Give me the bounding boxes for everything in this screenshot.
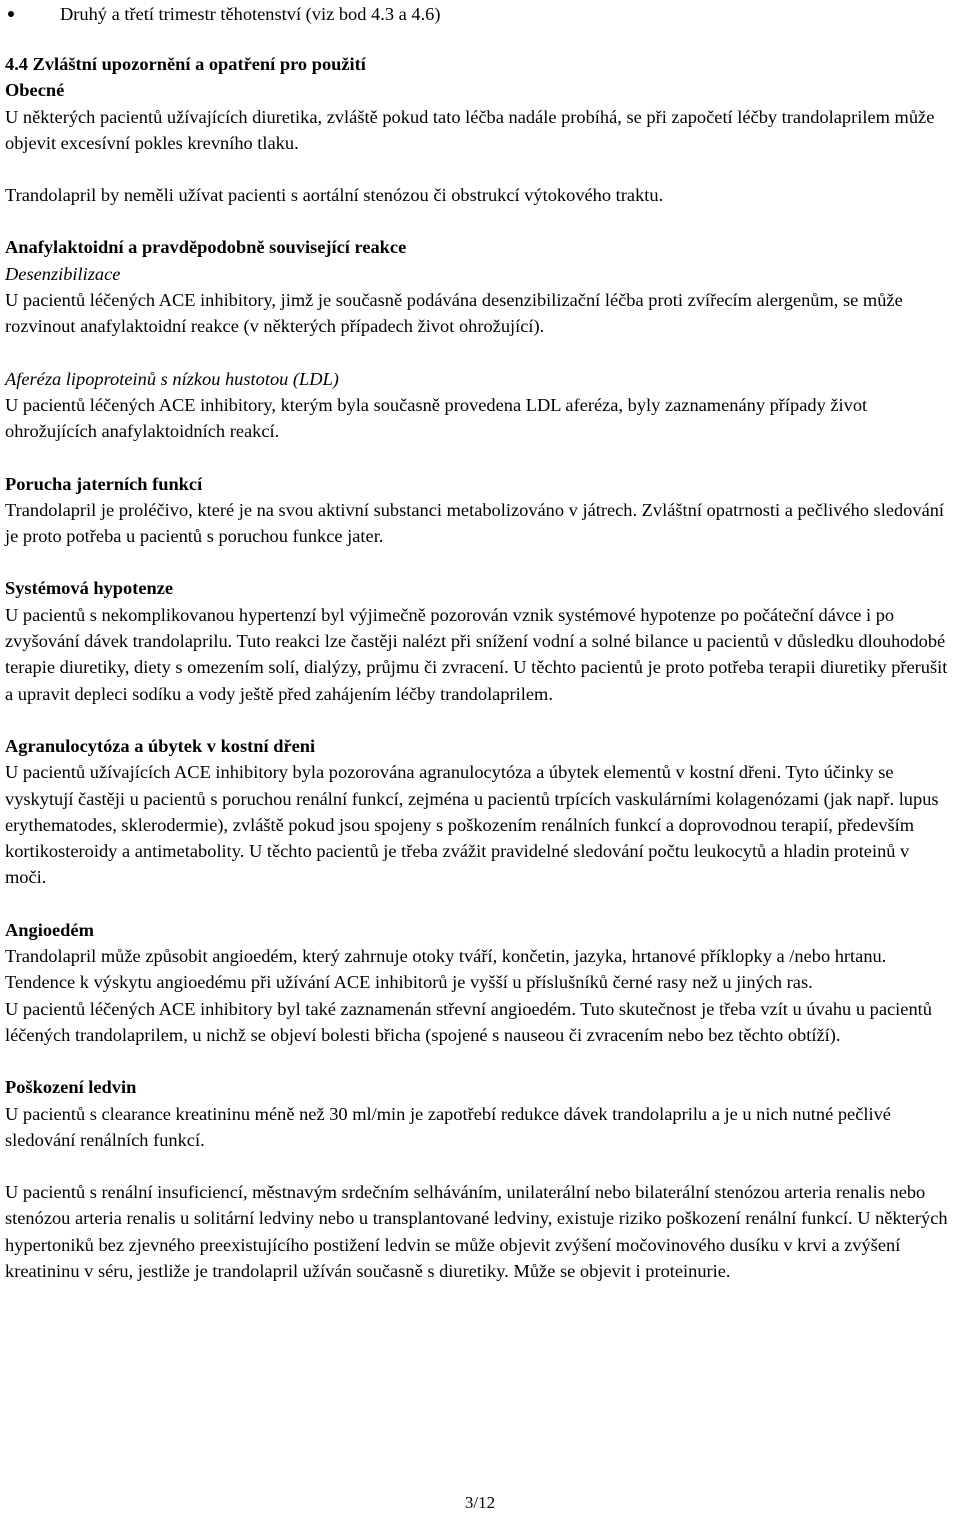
agranulocytosis-paragraph: U pacientů užívajících ACE inhibitory byla pozorována agranulocytóza a úbytek elementů v kostní dřeni. Tyto účinky se vyskytují častěji u pacientů s poruchou renální funkcí, zejména u pacientů trpících vaskulárními kolagenózami (jak např. lupus erythematodes, sklerodermie), zvláště pokud jsou spojeny s poškozením renálních funkcí a doprovodnou terapií, především kortikosteroidy a antimetabolity. U těchto pacientů je třeba zvážit pravidelné sledování počtu leukocytů a hladin proteinů v moči. xyxy=(5,762,939,888)
angioedema-paragraph-3: U pacientů léčených ACE inhibitory byl také zaznamenán střevní angioedém. Tuto skutečnost je třeba vzít u úvahu u pacientů léčených trandolaprilem, u nichž se objeví bolesti břicha (spojené s nauseou či zvracením nebo bez těchto obtíží). xyxy=(5,998,932,1045)
desensitization-subtitle: Desenzibilizace xyxy=(5,263,121,284)
angioedema-title: Angioedém xyxy=(5,919,94,940)
general-paragraph-2: Trandolapril by neměli užívat pacienti s aortální stenózou či obstrukcí výtokového traktu. xyxy=(5,185,664,206)
general-paragraph-1: U některých pacientů užívajících diuretika, zvláště pokud tato léčba nadále probíhá, se při započetí léčby trandolaprilem může objevit excesívní pokles krevního tlaku. xyxy=(5,106,935,153)
document-page xyxy=(5,0,955,1284)
ldl-apheresis-subtitle: Aferéza lipoproteinů s nízkou hustotou (LDL) xyxy=(5,368,339,389)
subsection-general-title: Obecné xyxy=(5,80,65,101)
bullet-dot-icon xyxy=(8,11,14,17)
bullet-text: Druhý a třetí trimestr těhotenství (viz bod 4.3 a 4.6) xyxy=(60,4,441,24)
renal-impairment-paragraph-1: U pacientů s clearance kreatininu méně než 30 ml/min je zapotřebí redukce dávek trandolaprilu a je u nich nutné pečlivé sledování renálních funkcí. xyxy=(5,1103,891,1150)
angioedema-paragraph-1: Trandolapril může způsobit angioedém, který zahrnuje otoky tváří, končetin, jazyka, hrtanové příklopky a /nebo hrtanu. xyxy=(5,946,887,967)
renal-impairment-title: Poškození ledvin xyxy=(5,1077,137,1098)
systemic-hypotension-title: Systémová hypotenze xyxy=(5,578,174,599)
bullet-item xyxy=(5,1,955,27)
systemic-hypotension-paragraph: U pacientů s nekomplikovanou hypertenzí byl výjimečně pozorován vznik systémové hypotenze po počáteční dávce i po zvyšování dávek trandolaprilu. Tuto reakci lze častěji nalézt při snížení vodní a solné bilance u pacientů v důsledku dlouhodobé terapie diuretiky, diety s omezením solí, dialýzy, průjmu či zvracení. U těchto pacientů je proto potřeba terapii diuretiky přerušit a upravit depleci sodíku a vody ještě před zahájením léčby trandolaprilem. xyxy=(5,604,948,704)
anaphylactoid-title: Anafylaktoidní a pravděpodobně související reakce xyxy=(5,237,407,258)
renal-impairment-paragraph-2: U pacientů s renální insuficiencí, městnavým srdečním selháváním, unilaterální nebo bilaterální stenózou arteria renalis nebo stenózou arteria renalis u solitární ledviny nebo u transplantované ledviny, existuje riziko poškození renální funkcí. U některých hypertoniků bez zjevného preexistujícího postižení ledvin se může objevit zvýšení močovinového dusíku v krvi a zvýšení kreatininu v séru, jestliže je trandolapril užíván současně s diuretiky. Může se objevit i proteinurie. xyxy=(5,1182,948,1281)
agranulocytosis-title: Agranulocytóza a úbytek v kostní dřeni xyxy=(5,735,316,756)
liver-impairment-paragraph: Trandolapril je proléčivo, které je na svou aktivní substanci metabolizováno v játrech. Zvláštní opatrnosti a pečlivého sledování je proto potřeba u pacientů s poruchou funkce jater. xyxy=(5,499,945,547)
section-4-4-title: 4.4 Zvláštní upozornění a opatření pro použití xyxy=(5,54,366,74)
liver-impairment-title: Porucha jaterních funkcí xyxy=(5,473,203,494)
page-number: 3/12 xyxy=(464,1493,496,1512)
desensitization-paragraph: U pacientů léčených ACE inhibitory, jimž je současně podávána desenzibilizační léčba proti zvířecím alergenům, se může rozvinout anafylaktoidní reakce (v některých případech život ohrožující). xyxy=(5,290,903,337)
ldl-apheresis-paragraph: U pacientů léčených ACE inhibitory, kterým byla současně provedena LDL aferéza, byly zaznamenány případy život ohrožujících anafylaktoidních reakcí. xyxy=(5,394,868,442)
angioedema-paragraph-2: Tendence k výskytu angioedému při užívání ACE inhibitorů je vyšší u příslušníků černé rasy než u jiných ras. xyxy=(5,972,813,993)
